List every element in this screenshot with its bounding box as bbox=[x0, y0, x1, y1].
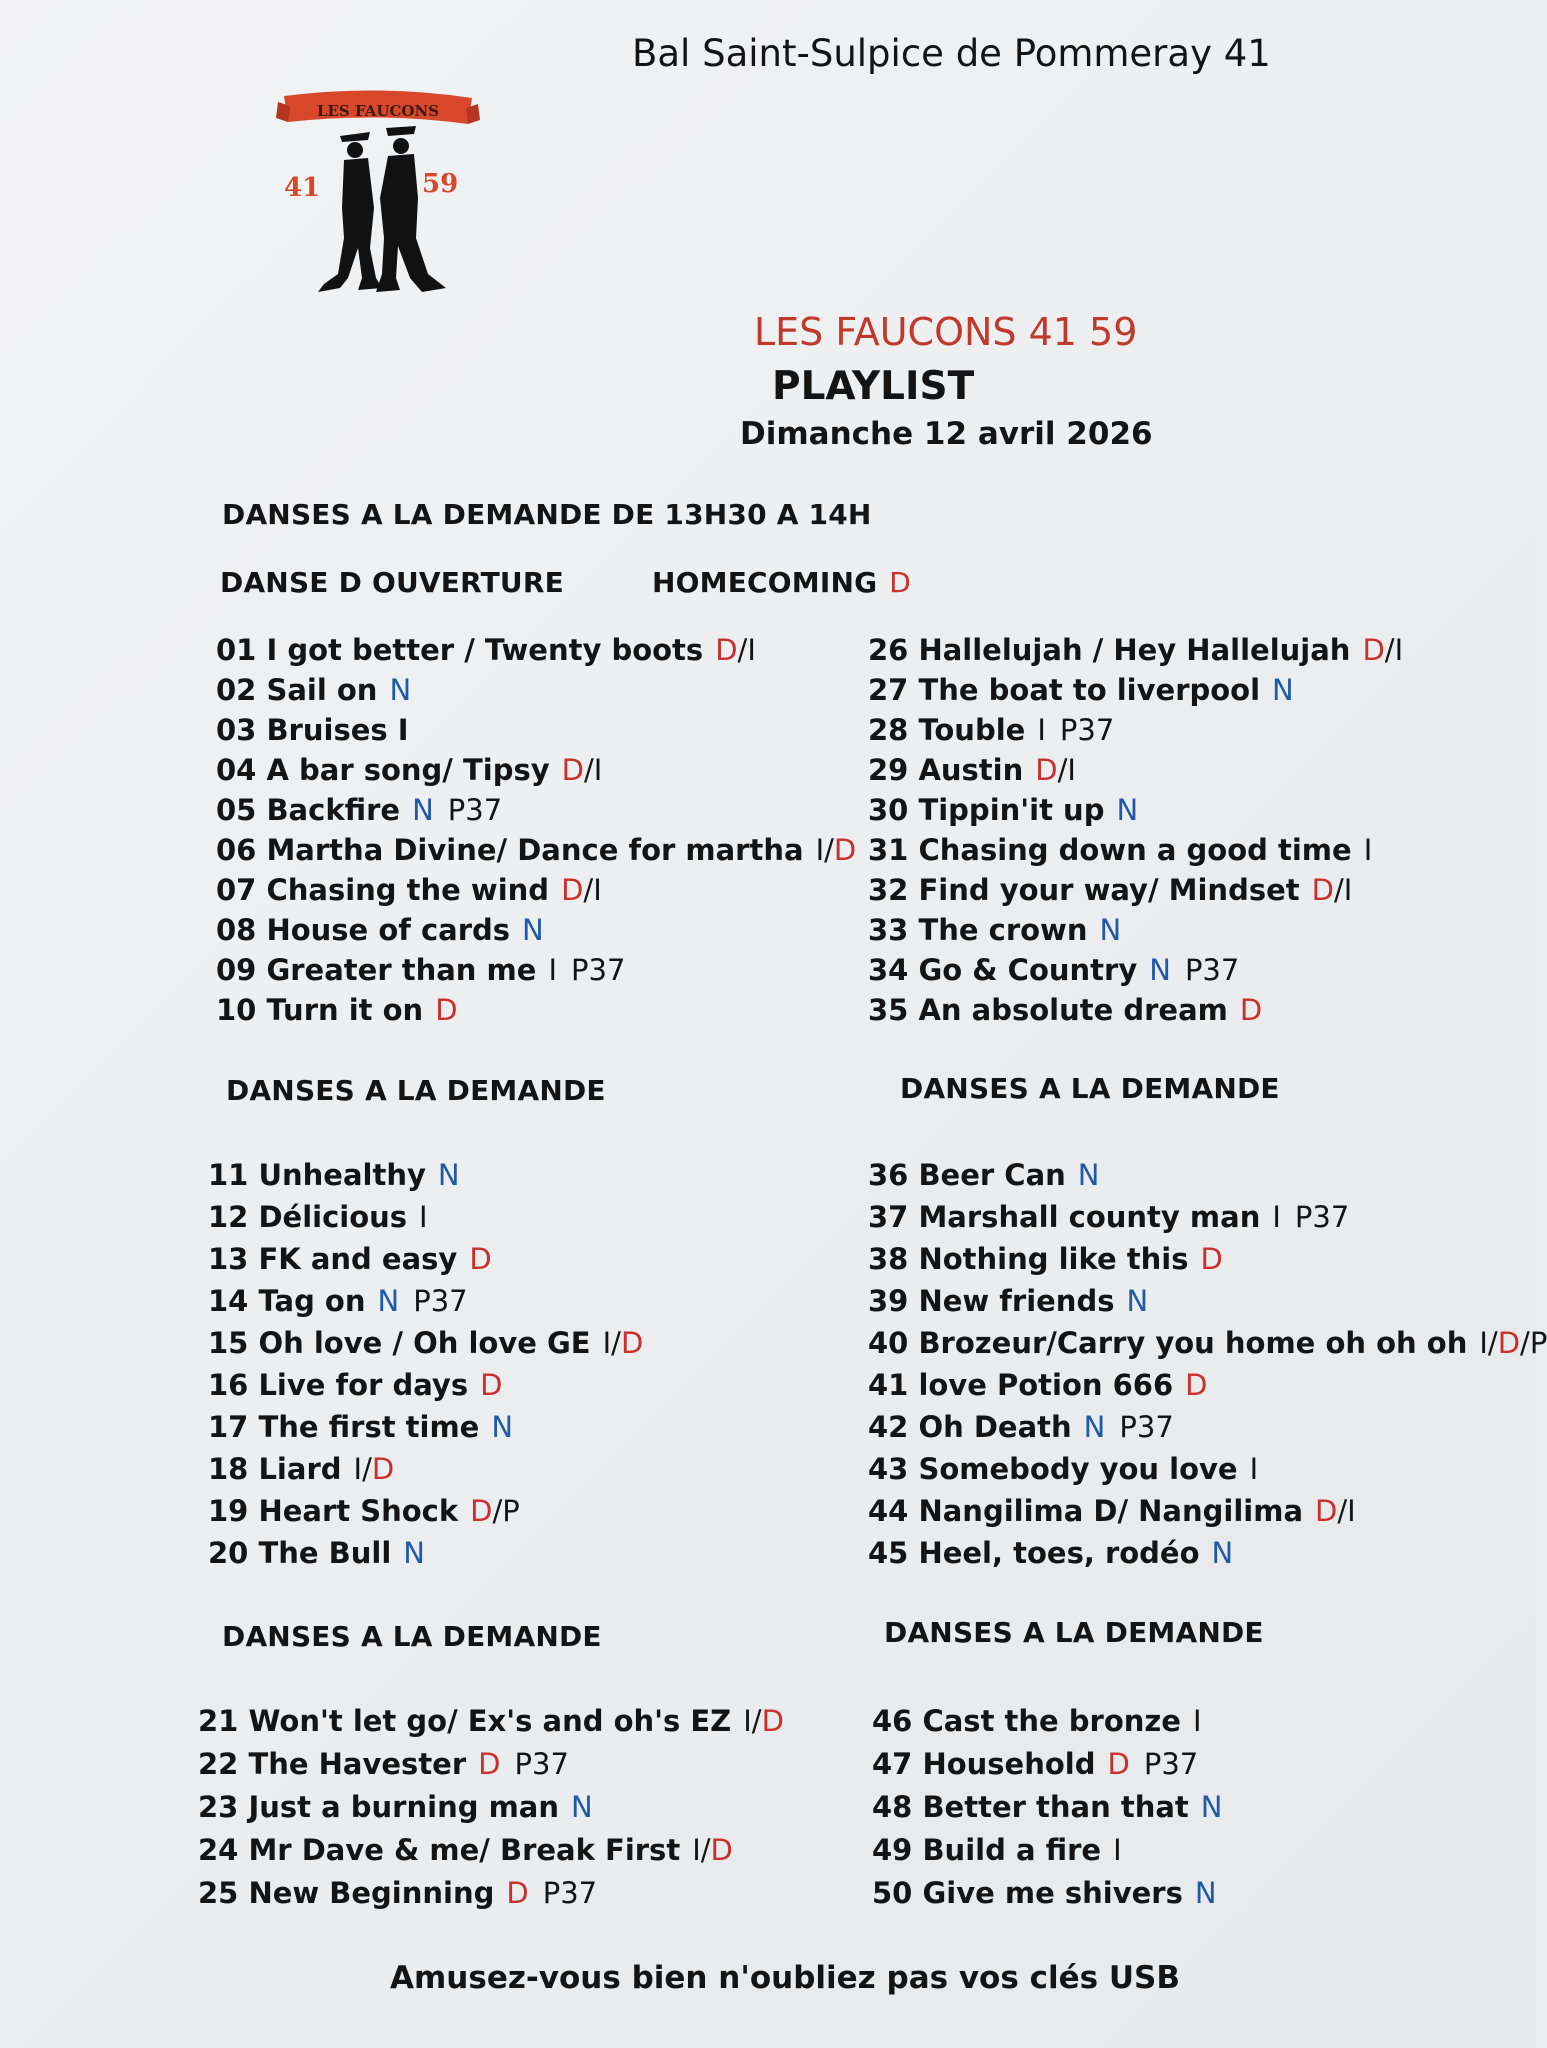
dance-title: 14 Tag on bbox=[208, 1284, 366, 1318]
tag-separator: / bbox=[1337, 1494, 1348, 1528]
level-tag: N bbox=[403, 1536, 425, 1570]
level-tags bbox=[1084, 1410, 1174, 1444]
level-tags bbox=[1113, 1833, 1122, 1867]
playlist-item bbox=[868, 670, 1403, 710]
dance-title: 17 The first time bbox=[208, 1410, 480, 1444]
level-tag: I bbox=[1113, 1833, 1122, 1867]
dance-title: 01 I got better / Twenty boots bbox=[216, 633, 704, 667]
level-tags bbox=[1100, 913, 1122, 947]
playlist-item bbox=[216, 710, 856, 750]
tag-separator: / bbox=[611, 1326, 621, 1360]
level-tag: D bbox=[506, 1876, 529, 1910]
footer-note: Amusez-vous bien n'oubliez pas vos clés USB bbox=[390, 1960, 1181, 1996]
playlist-item bbox=[868, 950, 1403, 990]
dance-title: 38 Nothing like this bbox=[868, 1242, 1189, 1276]
level-tag: I bbox=[593, 753, 603, 787]
opening-dance-tag: D bbox=[889, 566, 912, 599]
level-tags bbox=[743, 1704, 784, 1738]
playlist-item bbox=[868, 750, 1403, 790]
playlist-item bbox=[216, 830, 856, 870]
dance-title: 23 Just a burning man bbox=[198, 1790, 559, 1824]
dance-title: 02 Sail on bbox=[216, 673, 378, 707]
level-tag: I bbox=[353, 1452, 363, 1486]
level-tags bbox=[480, 1368, 502, 1402]
tag-separator: / bbox=[1520, 1326, 1530, 1360]
level-tag: D bbox=[1200, 1242, 1223, 1276]
dance-title: 13 FK and easy bbox=[208, 1242, 458, 1276]
level-tag: D bbox=[1497, 1326, 1521, 1360]
level-tag: D bbox=[1035, 753, 1058, 787]
tag-separator: / bbox=[1333, 873, 1344, 907]
dance-title: 15 Oh love / Oh love GE bbox=[208, 1326, 591, 1360]
level-tags bbox=[1272, 1200, 1349, 1234]
tag-separator: / bbox=[1384, 633, 1395, 667]
page-ref-tag: P37 bbox=[1059, 713, 1115, 747]
level-tags bbox=[1364, 833, 1373, 867]
level-tag: I bbox=[815, 833, 825, 867]
level-tag: D bbox=[371, 1452, 395, 1486]
page-ref-tag: P37 bbox=[1119, 1410, 1174, 1444]
level-tag: I bbox=[1394, 633, 1404, 667]
level-tag: D bbox=[1185, 1368, 1208, 1402]
level-tag: N bbox=[412, 793, 434, 827]
playlist-item bbox=[198, 1872, 784, 1915]
level-tags bbox=[354, 1452, 395, 1486]
level-tags bbox=[403, 1536, 425, 1570]
dance-title: 44 Nangilima D/ Nangilima bbox=[868, 1494, 1304, 1528]
dance-title: 08 House of cards bbox=[216, 913, 511, 947]
playlist-item bbox=[208, 1448, 643, 1490]
level-tag: N bbox=[571, 1790, 593, 1824]
level-tag: I bbox=[602, 1326, 612, 1360]
playlist-item bbox=[208, 1490, 643, 1532]
playlist-item bbox=[216, 630, 856, 670]
level-tag: D bbox=[469, 1242, 492, 1276]
level-tag: I bbox=[743, 1704, 752, 1738]
event-date: Dimanche 12 avril 2026 bbox=[740, 416, 1153, 452]
playlist-item bbox=[216, 950, 856, 990]
logo-banner-text: LES FAUCONS bbox=[316, 102, 440, 120]
level-tags bbox=[1149, 953, 1239, 987]
level-tags bbox=[1185, 1368, 1207, 1402]
level-tags bbox=[412, 793, 502, 827]
playlist-item bbox=[872, 1829, 1222, 1872]
level-tags bbox=[419, 1200, 428, 1234]
tag-separator: / bbox=[700, 1833, 711, 1867]
playlist-item bbox=[868, 1322, 1547, 1364]
level-tag: N bbox=[1272, 673, 1294, 707]
level-tags bbox=[1272, 673, 1294, 707]
level-tags bbox=[389, 673, 411, 707]
level-tags bbox=[1312, 873, 1353, 907]
level-tag: D bbox=[1362, 633, 1385, 667]
logo-right-number: 59 bbox=[422, 169, 459, 199]
tag-separator: / bbox=[737, 633, 748, 667]
level-tags bbox=[1200, 1242, 1222, 1276]
level-tag: N bbox=[1077, 1158, 1100, 1192]
opening-dance-title: HOMECOMING bbox=[652, 566, 878, 599]
level-tags bbox=[435, 993, 457, 1027]
tag-separator: / bbox=[362, 1452, 372, 1486]
playlist-item bbox=[868, 1238, 1547, 1280]
playlist-item bbox=[872, 1743, 1222, 1786]
level-tag: D bbox=[478, 1747, 501, 1781]
dance-title: 33 The crown bbox=[868, 913, 1088, 947]
level-tags bbox=[470, 1494, 520, 1528]
dance-title: 21 Won't let go/ Ex's and oh's EZ bbox=[198, 1704, 732, 1738]
playlist-column bbox=[868, 630, 1403, 1030]
level-tag: N bbox=[1126, 1284, 1149, 1318]
playlist-item bbox=[216, 750, 856, 790]
page-ref-tag: P37 bbox=[514, 1747, 569, 1781]
level-tag: I bbox=[1347, 1494, 1356, 1528]
section-heading: DANSES A LA DEMANDE bbox=[900, 1072, 1280, 1105]
playlist-item bbox=[868, 1532, 1547, 1574]
level-tag: D bbox=[1239, 993, 1263, 1027]
level-tags bbox=[378, 1284, 468, 1318]
playlist-item bbox=[208, 1238, 643, 1280]
dance-title: 10 Turn it on bbox=[216, 993, 424, 1027]
dance-title: 42 Oh Death bbox=[868, 1410, 1072, 1444]
section-heading: DANSES A LA DEMANDE bbox=[222, 1620, 602, 1653]
dance-title: 09 Greater than me bbox=[216, 953, 537, 987]
level-tags bbox=[603, 1326, 644, 1360]
level-tags bbox=[692, 1833, 733, 1867]
dance-title: 50 Give me shivers bbox=[872, 1876, 1183, 1910]
level-tags bbox=[571, 1790, 593, 1824]
dance-title: 12 Délicious bbox=[208, 1200, 408, 1234]
page-ref-tag: P37 bbox=[542, 1876, 598, 1910]
dance-title: 24 Mr Dave & me/ Break First bbox=[198, 1833, 681, 1867]
level-tag: I bbox=[1067, 753, 1076, 787]
dance-title: 41 love Potion 666 bbox=[868, 1368, 1174, 1402]
level-tag: D bbox=[1107, 1747, 1130, 1781]
level-tag: D bbox=[435, 993, 458, 1027]
level-tag: D bbox=[470, 1494, 493, 1528]
level-tag: D bbox=[1311, 873, 1334, 907]
section-heading: DANSES A LA DEMANDE bbox=[226, 1074, 606, 1107]
playlist-item bbox=[868, 1364, 1547, 1406]
playlist-column bbox=[216, 630, 856, 1030]
playlist-item bbox=[208, 1280, 643, 1322]
playlist-item bbox=[198, 1786, 784, 1829]
level-tags bbox=[1250, 1452, 1259, 1486]
dance-title: 18 Liard bbox=[208, 1452, 342, 1486]
level-tag: N bbox=[491, 1410, 514, 1444]
level-tag: P bbox=[1529, 1326, 1547, 1360]
level-tag: I bbox=[548, 953, 557, 987]
playlist-column bbox=[872, 1700, 1222, 1915]
dance-title: 05 Backfire bbox=[216, 793, 401, 827]
playlist-item bbox=[872, 1786, 1222, 1829]
dance-title: 27 The boat to liverpool bbox=[868, 673, 1261, 707]
level-tag: D bbox=[833, 833, 857, 867]
playlist-item bbox=[216, 790, 856, 830]
level-tags bbox=[1037, 713, 1114, 747]
level-tags bbox=[438, 1158, 460, 1192]
level-tag: N bbox=[1083, 1410, 1106, 1444]
level-tag: D bbox=[761, 1704, 784, 1738]
playlist-item bbox=[208, 1532, 643, 1574]
level-tag: P bbox=[502, 1494, 520, 1528]
dance-title: 36 Beer Can bbox=[868, 1158, 1066, 1192]
level-tag: D bbox=[710, 1833, 733, 1867]
level-tags bbox=[1240, 993, 1262, 1027]
dance-title: 40 Brozeur/Carry you home oh oh oh bbox=[868, 1326, 1468, 1360]
playlist-item bbox=[216, 990, 856, 1030]
level-tags bbox=[1078, 1158, 1100, 1192]
dance-title: 46 Cast the bronze bbox=[872, 1704, 1181, 1738]
club-name: LES FAUCONS 41 59 bbox=[754, 310, 1138, 354]
level-tag: N bbox=[377, 1284, 400, 1318]
playlist-item bbox=[868, 1448, 1547, 1490]
level-tags bbox=[1212, 1536, 1234, 1570]
dance-title: 26 Hallelujah / Hey Hallelujah bbox=[868, 633, 1351, 667]
page-ref-tag: P37 bbox=[1184, 953, 1240, 987]
level-tags bbox=[1315, 1494, 1356, 1528]
level-tag: N bbox=[437, 1158, 460, 1192]
dance-title: 30 Tippin'it up bbox=[868, 793, 1105, 827]
playlist-item bbox=[198, 1829, 784, 1872]
tag-separator: / bbox=[1057, 753, 1068, 787]
playlist-item bbox=[868, 1490, 1547, 1532]
dance-title: 22 The Havester bbox=[198, 1747, 467, 1781]
level-tag: I bbox=[1192, 1704, 1202, 1738]
dance-title: 07 Chasing the wind bbox=[216, 873, 550, 907]
playlist-item bbox=[208, 1154, 643, 1196]
level-tags bbox=[715, 633, 756, 667]
dance-title: 25 New Beginning bbox=[198, 1876, 495, 1910]
level-tags bbox=[1479, 1326, 1547, 1360]
dance-title: 11 Unhealthy bbox=[208, 1158, 426, 1192]
level-tag: D bbox=[620, 1326, 644, 1360]
level-tag: N bbox=[1116, 793, 1139, 827]
level-tag: D bbox=[561, 873, 584, 907]
playlist-item bbox=[868, 870, 1403, 910]
level-tag: N bbox=[1200, 1790, 1223, 1824]
level-tags bbox=[1193, 1704, 1202, 1738]
club-logo bbox=[278, 88, 478, 308]
dance-title: 06 Martha Divine/ Dance for martha bbox=[216, 833, 804, 867]
playlist-column bbox=[868, 1154, 1547, 1574]
level-tag: I bbox=[419, 1200, 428, 1234]
playlist-item bbox=[208, 1322, 643, 1364]
level-tags bbox=[522, 913, 544, 947]
page-ref-tag: P37 bbox=[571, 953, 626, 987]
playlist-item bbox=[216, 870, 856, 910]
playlist-item bbox=[868, 1406, 1547, 1448]
dance-title: 28 Touble bbox=[868, 713, 1026, 747]
level-tags bbox=[1126, 1284, 1148, 1318]
dance-title: 04 A bar song/ Tipsy bbox=[216, 753, 550, 787]
playlist-item bbox=[198, 1700, 784, 1743]
playlist-item bbox=[868, 630, 1403, 670]
dance-title: 20 The Bull bbox=[208, 1536, 392, 1570]
level-tag: I bbox=[1343, 873, 1353, 907]
level-tags bbox=[1195, 1876, 1217, 1910]
level-tag: D bbox=[715, 633, 738, 667]
page-ref-tag: P37 bbox=[413, 1284, 468, 1318]
tag-separator: / bbox=[824, 833, 834, 867]
playlist-column bbox=[208, 1154, 643, 1574]
level-tag: I bbox=[1363, 833, 1373, 867]
page-ref-tag: P37 bbox=[1294, 1200, 1350, 1234]
level-tags bbox=[548, 953, 625, 987]
level-tag: N bbox=[1099, 913, 1122, 947]
dance-title: 39 New friends bbox=[868, 1284, 1115, 1318]
tag-separator: / bbox=[583, 873, 594, 907]
level-tag: N bbox=[1211, 1536, 1234, 1570]
level-tags bbox=[491, 1410, 513, 1444]
playlist-item bbox=[216, 910, 856, 950]
dance-title: 45 Heel, toes, rodéo bbox=[868, 1536, 1200, 1570]
level-tag: I bbox=[1037, 713, 1046, 747]
level-tag: I bbox=[747, 633, 756, 667]
opening-dance-label: DANSE D OUVERTURE bbox=[220, 566, 564, 599]
level-tag: N bbox=[522, 913, 544, 947]
playlist-item bbox=[198, 1743, 784, 1786]
opening-dance bbox=[652, 566, 911, 599]
level-tags bbox=[562, 753, 603, 787]
level-tags bbox=[478, 1747, 569, 1781]
dance-title: 32 Find your way/ Mindset bbox=[868, 873, 1300, 907]
section-heading: DANSES A LA DEMANDE bbox=[884, 1616, 1264, 1649]
tag-separator: / bbox=[584, 753, 594, 787]
playlist-item bbox=[868, 790, 1403, 830]
dance-title: 37 Marshall county man bbox=[868, 1200, 1261, 1234]
dance-title: 49 Build a fire bbox=[872, 1833, 1102, 1867]
playlist-item bbox=[868, 1196, 1547, 1238]
dance-title: 03 Bruises I bbox=[216, 713, 409, 747]
level-tags bbox=[1108, 1747, 1199, 1781]
level-tag: I bbox=[1249, 1452, 1259, 1486]
dance-title: 19 Heart Shock bbox=[208, 1494, 459, 1528]
playlist-item bbox=[208, 1364, 643, 1406]
document-title: PLAYLIST bbox=[772, 364, 975, 409]
level-tags bbox=[561, 873, 602, 907]
playlist-item bbox=[208, 1406, 643, 1448]
level-tag: D bbox=[1315, 1494, 1338, 1528]
logo-left-number: 41 bbox=[284, 173, 321, 203]
dance-title: 29 Austin bbox=[868, 753, 1024, 787]
playlist-item bbox=[868, 910, 1403, 950]
level-tag: D bbox=[480, 1368, 503, 1402]
level-tag: I bbox=[692, 1833, 701, 1867]
level-tags bbox=[506, 1876, 597, 1910]
level-tag: I bbox=[593, 873, 602, 907]
level-tags bbox=[1201, 1790, 1223, 1824]
playlist-item bbox=[216, 670, 856, 710]
playlist-item bbox=[868, 990, 1403, 1030]
level-tags bbox=[1116, 793, 1138, 827]
dance-title: 47 Household bbox=[872, 1747, 1096, 1781]
level-tag: N bbox=[1194, 1876, 1217, 1910]
level-tag: I bbox=[1272, 1200, 1281, 1234]
page-ref-tag: P37 bbox=[447, 793, 503, 827]
playlist-item bbox=[208, 1196, 643, 1238]
playlist-item bbox=[868, 1280, 1547, 1322]
tag-separator: / bbox=[492, 1494, 503, 1528]
playlist-item bbox=[872, 1872, 1222, 1915]
level-tag: I bbox=[1479, 1326, 1488, 1360]
dancers-silhouette-icon bbox=[318, 126, 446, 292]
level-tags bbox=[1362, 633, 1403, 667]
dance-title: 31 Chasing down a good time bbox=[868, 833, 1352, 867]
intro-heading: DANSES A LA DEMANDE DE 13H30 A 14H bbox=[222, 498, 872, 531]
event-title: Bal Saint-Sulpice de Pommeray 41 bbox=[632, 32, 1271, 75]
playlist-column bbox=[198, 1700, 784, 1915]
playlist-item bbox=[872, 1700, 1222, 1743]
level-tag: N bbox=[1149, 953, 1171, 987]
dance-title: 16 Live for days bbox=[208, 1368, 469, 1402]
level-tag: D bbox=[561, 753, 584, 787]
level-tags bbox=[1035, 753, 1076, 787]
dance-title: 48 Better than that bbox=[872, 1790, 1189, 1824]
level-tag: N bbox=[389, 673, 412, 707]
tag-separator: / bbox=[751, 1704, 762, 1738]
dance-title: 35 An absolute dream bbox=[868, 993, 1228, 1027]
playlist-item bbox=[868, 1154, 1547, 1196]
level-tags bbox=[469, 1242, 491, 1276]
dance-title: 34 Go & Country bbox=[868, 953, 1138, 987]
playlist-item bbox=[868, 830, 1403, 870]
level-tags bbox=[816, 833, 857, 867]
dance-title: 43 Somebody you love bbox=[868, 1452, 1238, 1486]
playlist-item bbox=[868, 710, 1403, 750]
page-ref-tag: P37 bbox=[1143, 1747, 1199, 1781]
tag-separator: / bbox=[1487, 1326, 1498, 1360]
